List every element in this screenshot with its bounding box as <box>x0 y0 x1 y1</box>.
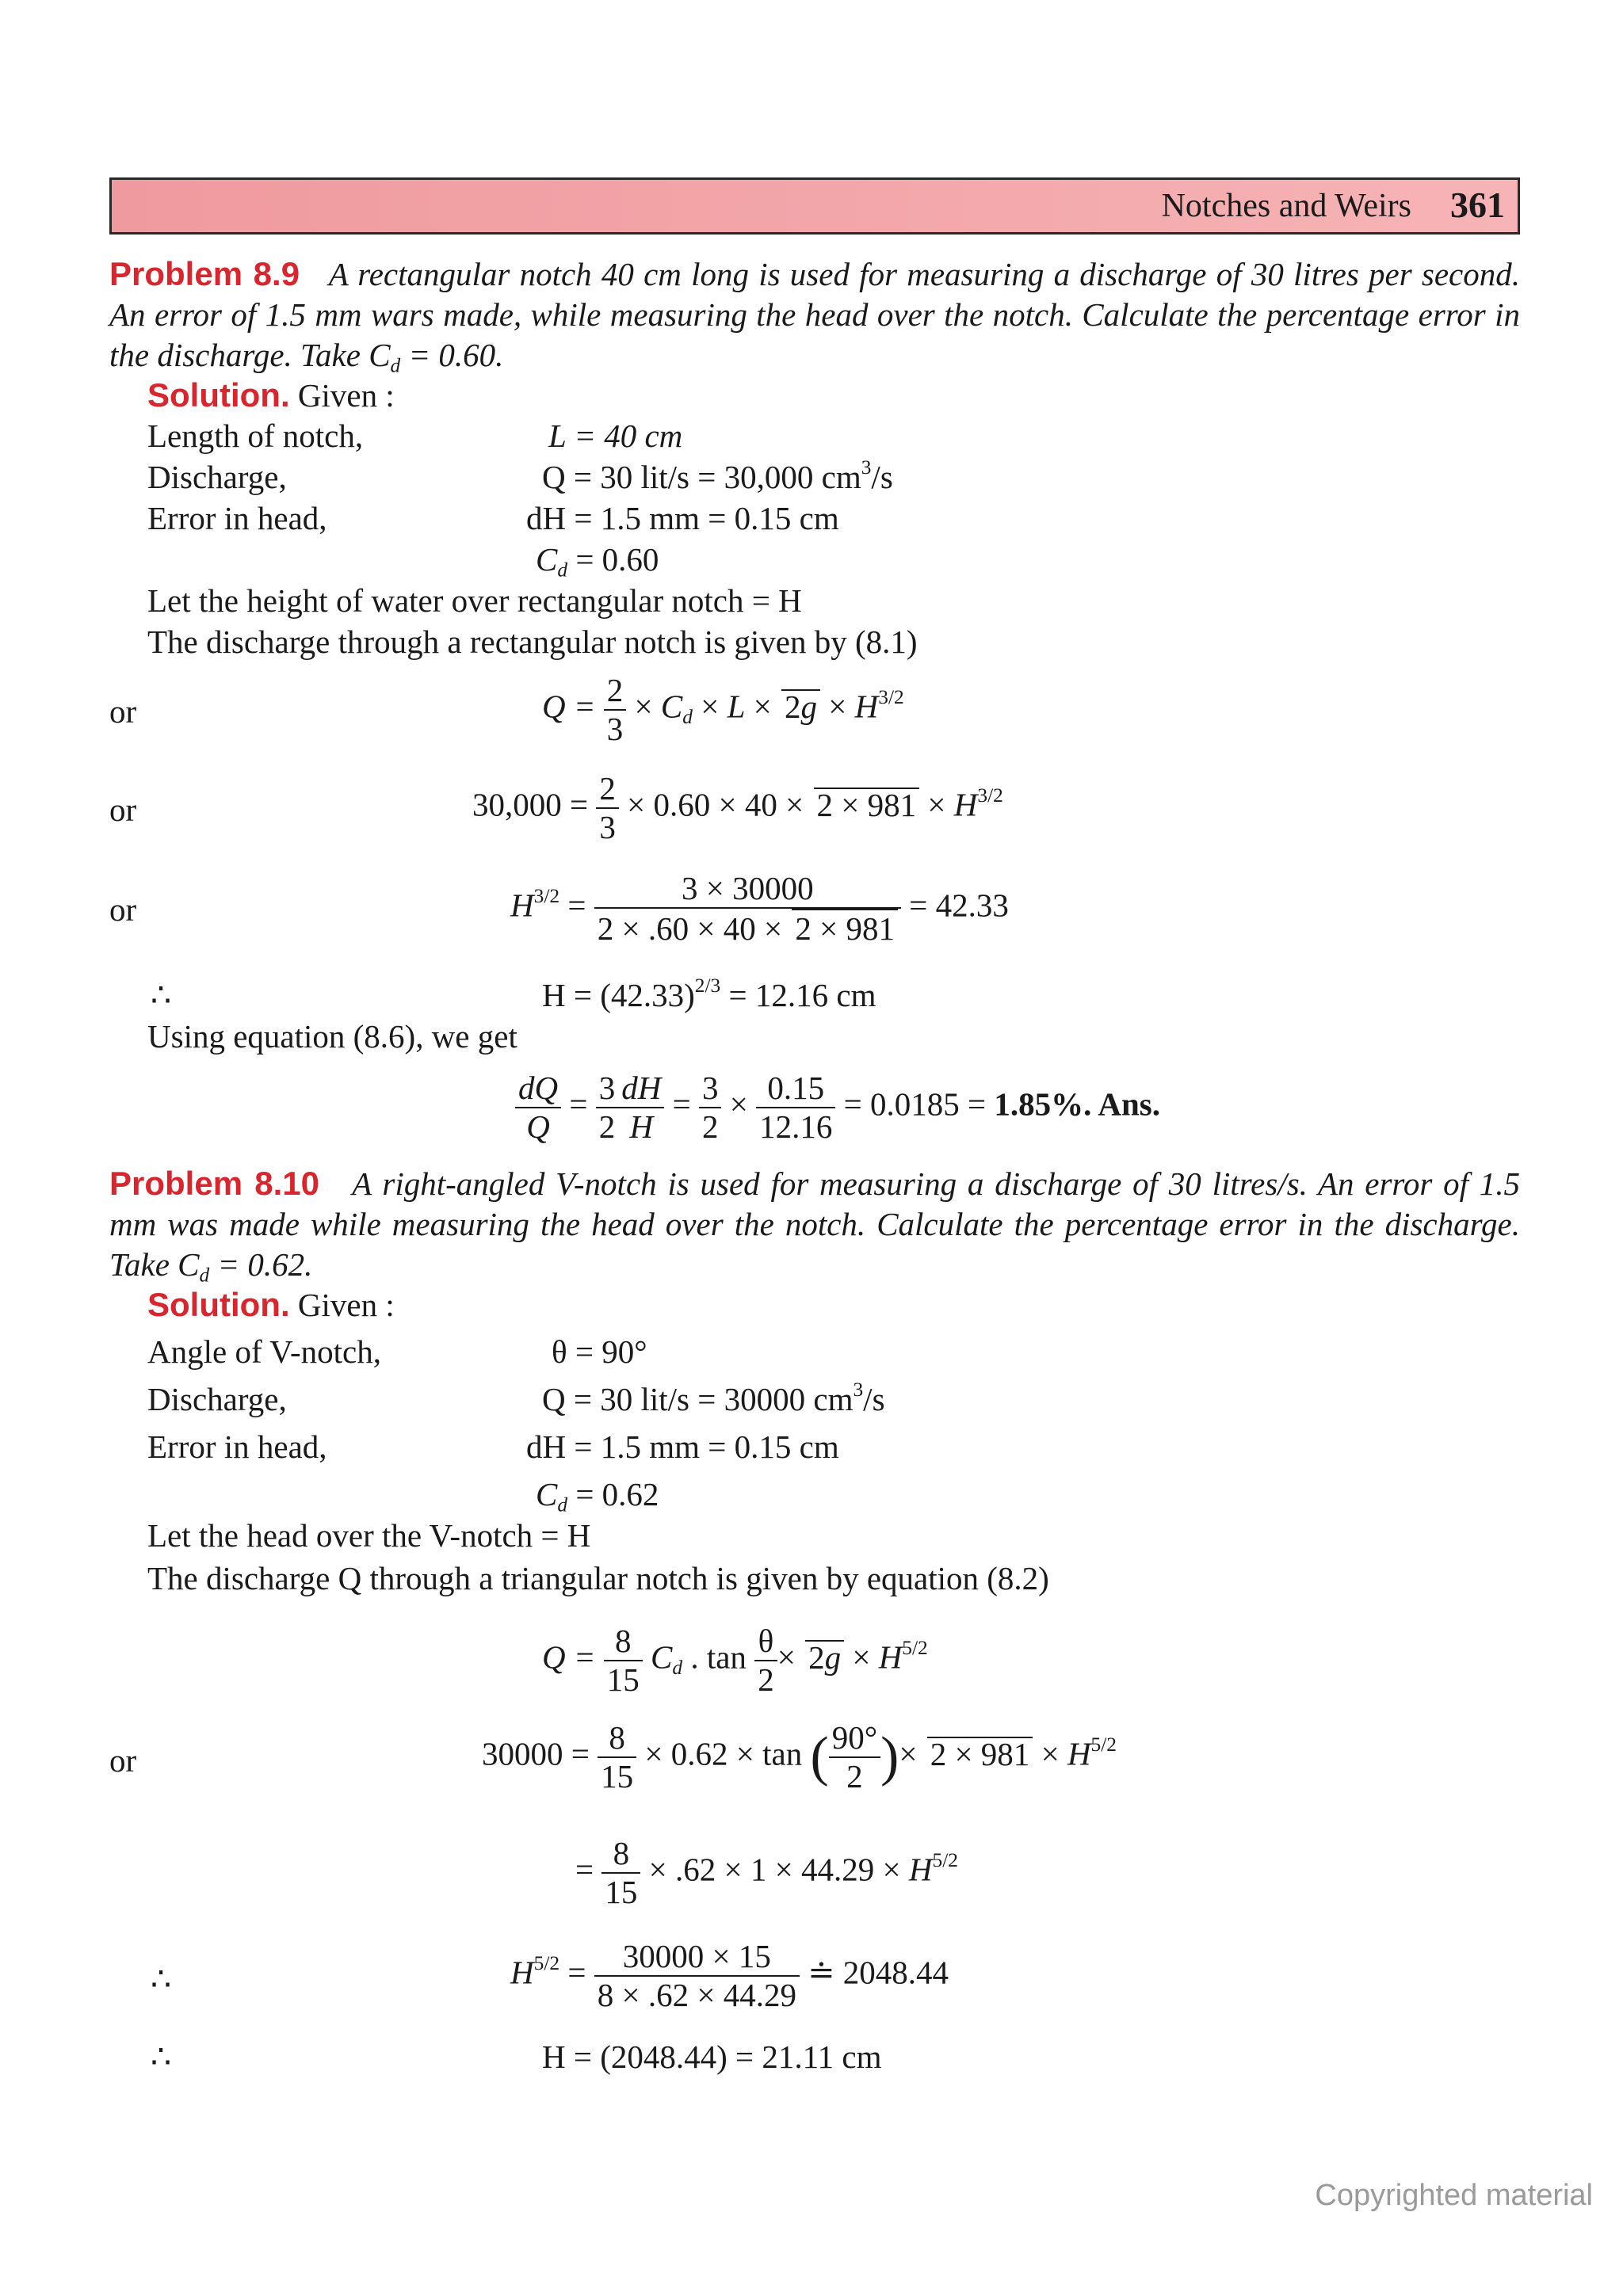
using-line: Using equation (8.6), we get <box>147 1018 517 1055</box>
given-value-3: dH = 1.5 mm = 0.15 cm <box>526 1428 839 1465</box>
therefore-symbol: ∴ <box>151 1961 172 1997</box>
assumption-line: Let the head over the V-notch = H <box>147 1517 591 1554</box>
equation-1: Q = $\frac{2}{3}$ × $C_d \times L \times 2g \times H^{3/2}$ <box>542 672 904 748</box>
solution-label: Solution. <box>147 376 290 414</box>
equation-3: $H^{3/2}$ = $\frac{3 \times 30000}{2 \times .60 \times 40 \times 2 \times 981}$ = 42.33 <box>510 870 1009 948</box>
given-label-2: Discharge, <box>147 1381 287 1417</box>
therefore-symbol: ∴ <box>151 977 172 1013</box>
equation-10: H = (2048.44) = 21.11 cm <box>542 2039 882 2075</box>
page-number: 361 <box>1450 185 1505 225</box>
problem-8-10-label: Problem 8.10 <box>109 1165 319 1202</box>
discharge-line: The discharge Q through a triangular notch is given by equation (8.2) <box>147 1560 1049 1596</box>
therefore-symbol: ∴ <box>151 2039 172 2075</box>
problem-8-9-label: Problem 8.9 <box>109 255 300 292</box>
copyright-notice: Copyrighted material <box>1315 2179 1593 2212</box>
equation-7: 30000 = $\frac{8}{15}$ × 0.62 × tan ( $\frac{90^\circ}{2}$ )× $2 \times 981 \times H^{5/2}$ <box>482 1719 1117 1795</box>
given-value-2: Q = 30 lit/s = 30000 $cm^3/s$ <box>542 1379 885 1417</box>
given-label: Given : <box>289 377 395 414</box>
or-label: or <box>109 791 137 828</box>
given-value-4: $C_d = 0.60$ <box>536 541 659 582</box>
discharge-line: The discharge through a rectangular notch is given by (8.1) <box>147 624 918 660</box>
or-label: or <box>109 693 137 730</box>
given-value-1: θ = 90° <box>552 1333 647 1370</box>
given-value-1: L = 40 cm <box>548 418 683 454</box>
given-label-1: Length of notch, <box>147 418 364 454</box>
equation-2: 30,000 = $\frac{2}{3}$ × $0.60 \times 40 \times 2 \times 981 \times H^{3/2}$ <box>472 770 1003 846</box>
or-label: or <box>109 1742 137 1779</box>
problem-8-10-text: A right-angled V-notch is used for measuring a discharge of 30 litres/s. An error of 1.5 mm was made while measuring the head over the notch. Calculate the percentage error in the discharge. Take C <box>109 1165 1520 1283</box>
equation-6: Q = $\frac{8}{15}$ $C_d$ . tan $\frac{\theta}{2}$ × $2g \times H^{5/2}$ <box>542 1623 928 1699</box>
given-label-3: Error in head, <box>147 1428 327 1465</box>
solution-heading <box>147 376 395 414</box>
or-label: or <box>109 891 137 928</box>
assumption-line: Let the height of water over rectangular notch = H <box>147 582 802 619</box>
answer: 1.85%. Ans. <box>994 1085 1160 1123</box>
cd-value: = 0.60. <box>400 337 504 373</box>
given-label-2: Discharge, <box>147 459 287 495</box>
equation-4: $H = (42.33)^{2/3} = 12.16$ cm <box>542 974 876 1013</box>
problem-8-10-statement: Problem 8.10 A right-angled V-notch is used for measuring a discharge of 30 litres/s. An error of 1.5 mm was made while measuring the head over the notch. Calculate the percentage error in the discharge. Take $C_d = 0.62$. <box>109 1165 1520 1287</box>
equation-5: $\frac{dQ}{Q}$ = $\frac{3}{2}$ $\frac{dH}{H}$ = $\frac{3}{2}$ × $\frac{0.15}{12.16}$ = 0.0185 = 1.85%. Ans. <box>515 1070 1160 1146</box>
equation-8: = $\frac{8}{15}$ × $.62 \times 1 \times 44.29 \times H^{5/2}$ <box>575 1835 958 1911</box>
problem-8-9-statement <box>109 254 1520 376</box>
given-label-3: Error in head, <box>147 500 327 536</box>
given-label-1: Angle of V-notch, <box>147 1333 381 1370</box>
running-header <box>109 177 1520 235</box>
given-value-4: $C_d = 0.62$ <box>536 1476 659 1516</box>
solution-heading: Solution. Given : <box>147 1286 395 1323</box>
cd-subscript: d <box>390 354 401 377</box>
equation-9: $H^{5/2}$ = $\frac{30000 \times 15}{8 \times .62 \times 44.29}$ ≐ 2048.44 <box>510 1938 949 2014</box>
chapter-title: Notches and Weirs <box>1161 188 1411 224</box>
problem-8-9-text: A rectangular notch 40 cm long is used for measuring a discharge of 30 litres per second. An error of 1.5 mm wars made, while measuring the head over the notch. Calculate the percentage error in the discharge. Take C <box>109 256 1520 373</box>
given-value-3: dH = 1.5 mm = 0.15 cm <box>526 500 839 536</box>
given-value-2: Q = 30 lit/s = 30,000 $cm^3/s$ <box>542 456 893 495</box>
